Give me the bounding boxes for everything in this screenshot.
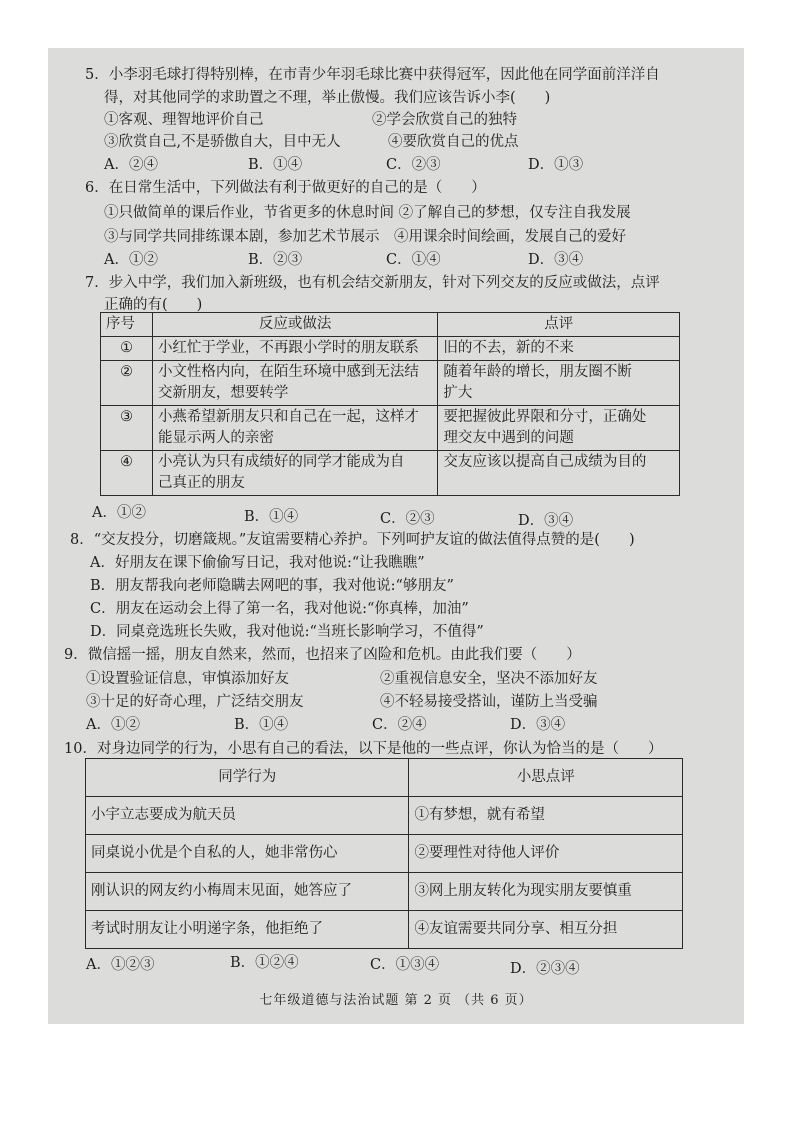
q7-row-action: 小文性格内向，在陌生环境中感到无法结 交新朋友，想要转学 xyxy=(152,361,437,406)
q9-option-2: ②重视信息安全，坚决不添加好友 xyxy=(380,671,598,687)
q7-stem-line2: 正确的有( ) xyxy=(104,297,203,313)
q6-stem: 6．在日常生活中，下列做法有利于做更好的自己的是（ ） xyxy=(85,180,486,196)
q10-row-comment: ④友谊需要共同分享、相互分担 xyxy=(409,911,683,949)
q6-choice-b: B．②③ xyxy=(248,252,303,268)
q9-option-4: ④不轻易接受搭讪，谨防上当受骗 xyxy=(380,694,598,710)
q7-row-comment: 要把握彼此界限和分寸，正确处 理交友中遇到的问题 xyxy=(438,406,680,451)
q5-choice-d: D．①③ xyxy=(528,157,584,173)
q10-table-header xyxy=(86,759,683,797)
q7-choice-a: A．①② xyxy=(92,505,146,521)
q7-header-comment: 点评 xyxy=(438,313,680,337)
q5-choice-b: B．①④ xyxy=(248,157,303,173)
table-row xyxy=(86,911,683,949)
table-row xyxy=(86,835,683,873)
q8-choice-c: C．朋友在运动会上得了第一名，我对他说:“你真棒，加油” xyxy=(90,601,469,617)
q10-stem: 10．对身边同学的行为，小思有自己的看法，以下是他的一些点评，你认为恰当的是（ ） xyxy=(64,741,663,757)
q5-choice-a: A．②④ xyxy=(104,157,158,173)
q10-row-action: 考试时朋友让小明递字条，他拒绝了 xyxy=(86,911,409,949)
q7-row-no: ② xyxy=(101,361,153,406)
q10-header-comment: 小思点评 xyxy=(409,759,683,797)
table-row xyxy=(101,361,680,406)
q9-option-3: ③十足的好奇心理，广泛结交朋友 xyxy=(86,694,304,710)
q8-stem: 8．“交友投分，切磨箴规。”友谊需要精心养护。下列呵护友谊的做法值得点赞的是( ) xyxy=(70,532,635,548)
q7-row-action: 小燕希望新朋友只和自己在一起，这样才 能显示两人的亲密 xyxy=(152,406,437,451)
q6-options-line1: ①只做简单的课后作业，节省更多的休息时间 ②了解自己的梦想，仅专注自我发展 xyxy=(104,205,631,221)
q10-choice-c: C．①③④ xyxy=(370,957,440,973)
q7-row-comment: 随着年龄的增长，朋友圈不断 扩大 xyxy=(438,361,680,406)
q9-option-1: ①设置验证信息，审慎添加好友 xyxy=(86,671,289,687)
table-row xyxy=(101,337,680,361)
table-row xyxy=(86,797,683,835)
q5-option-4: ④要欣赏自己的优点 xyxy=(388,134,519,150)
q7-table-header xyxy=(101,313,680,337)
exam-page xyxy=(48,48,744,1024)
q8-choice-b: B．朋友帮我向老师隐瞒去网吧的事，我对他说:“够朋友” xyxy=(90,578,454,594)
q7-header-action: 反应或做法 xyxy=(152,313,437,337)
q5-option-3: ③欣赏自己,不是骄傲自大，目中无人 xyxy=(104,134,341,150)
q10-choice-b: B．①②④ xyxy=(230,955,299,971)
q10-header-action: 同学行为 xyxy=(86,759,409,797)
table-row xyxy=(86,873,683,911)
q10-row-comment: ③网上朋友转化为现实朋友要慎重 xyxy=(409,873,683,911)
q10-choice-a: A．①②③ xyxy=(86,957,155,973)
q6-choice-c: C．①④ xyxy=(386,252,441,268)
q7-choice-c: C．②③ xyxy=(380,511,435,527)
table-row xyxy=(101,406,680,451)
q9-choice-b: B．①④ xyxy=(234,717,289,733)
q9-choice-c: C．②④ xyxy=(372,717,427,733)
q7-table xyxy=(100,312,680,496)
q10-row-comment: ①有梦想，就有希望 xyxy=(409,797,683,835)
q6-choice-d: D．③④ xyxy=(528,252,584,268)
table-row xyxy=(101,451,680,496)
q7-row-action: 小红忙于学业，不再跟小学时的朋友联系 xyxy=(152,337,437,361)
q10-row-comment: ②要理性对待他人评价 xyxy=(409,835,683,873)
q7-row-no: ① xyxy=(101,337,153,361)
q8-choice-a: A．好朋友在课下偷偷写日记，我对他说:“让我瞧瞧” xyxy=(90,555,425,571)
page-footer: 七年级道德与法治试题 第 2 页 （共 6 页） xyxy=(259,993,533,1008)
q10-table xyxy=(85,758,683,949)
q8-choice-d: D．同桌竞选班长失败，我对他说:“当班长影响学习，不值得” xyxy=(90,624,484,640)
q10-row-action: 刚认识的网友约小梅周末见面，她答应了 xyxy=(86,873,409,911)
q10-row-action: 同桌说小优是个自私的人，她非常伤心 xyxy=(86,835,409,873)
q7-row-action: 小亮认为只有成绩好的同学才能成为自 己真正的朋友 xyxy=(152,451,437,496)
q9-choice-d: D．③④ xyxy=(510,717,566,733)
q7-row-no: ③ xyxy=(101,406,153,451)
q6-choice-a: A．①② xyxy=(104,252,158,268)
q5-choice-c: C．②③ xyxy=(386,157,441,173)
q7-choice-d: D．③④ xyxy=(518,513,574,529)
q7-choice-b: B．①④ xyxy=(244,509,299,525)
q10-choice-d: D．②③④ xyxy=(510,961,580,977)
q5-option-2: ②学会欣赏自己的独特 xyxy=(372,112,517,128)
q7-row-comment: 旧的不去，新的不来 xyxy=(438,337,680,361)
q5-option-1: ①客观、理智地评价自己 xyxy=(104,112,264,128)
q7-row-no: ④ xyxy=(101,451,153,496)
q9-choice-a: A．①② xyxy=(86,717,140,733)
q9-stem: 9．微信摇一摇，朋友自然来，然而，也招来了凶险和危机。由此我们要（ ） xyxy=(64,647,581,663)
q10-row-action: 小宇立志要成为航天员 xyxy=(86,797,409,835)
q7-stem-line1: 7．步入中学，我们加入新班级，也有机会结交新朋友，针对下列交友的反应或做法，点评 xyxy=(85,275,660,291)
q7-row-comment: 交友应该以提高自己成绩为目的 xyxy=(438,451,680,496)
q5-stem-line1: 5．小李羽毛球打得特别棒，在市青少年羽毛球比赛中获得冠军，因此他在同学面前洋洋自 xyxy=(85,67,660,83)
q5-stem-line2: 得，对其他同学的求助置之不理，举止傲慢。我们应该告诉小李( ) xyxy=(104,90,551,106)
q7-header-no: 序号 xyxy=(101,313,153,337)
q6-options-line2: ③与同学共同排练课本剧，参加艺术节展示 ④用课余时间绘画，发展自己的爱好 xyxy=(104,229,626,245)
